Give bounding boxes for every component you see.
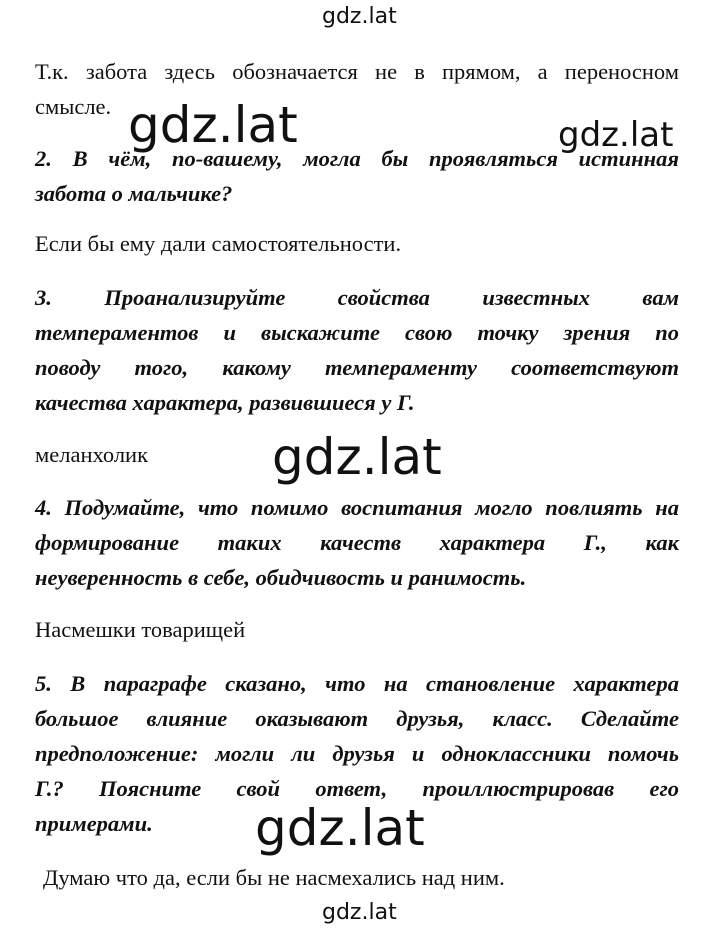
answer-1-line-1: Т.к. забота здесь обозначается не в прямом, а переносном: [35, 59, 679, 84]
question-3-line-3: поводу того, какому темпераменту соответствуют: [35, 355, 679, 380]
answer-4: Насмешки товарищей: [35, 617, 246, 642]
question-2: [35, 141, 679, 211]
watermark-bottom: gdz.lat: [322, 900, 397, 925]
watermark-large-2: gdz.lat: [272, 428, 442, 486]
question-4: [35, 490, 679, 595]
question-3: [35, 280, 679, 420]
watermark-large-3: gdz.lat: [255, 799, 425, 857]
question-4-line-2: формирование таких качеств характера Г., как: [35, 530, 679, 555]
question-5-line-4: Г.? Поясните свой ответ, проиллюстрировав его: [35, 776, 679, 801]
watermark-right: gdz.lat: [558, 115, 674, 155]
answer-3: меланхолик: [35, 442, 149, 467]
watermark-top: gdz.lat: [322, 4, 397, 29]
question-2-line-1: 2. В чём, по-вашему, могла бы проявляться истинная: [35, 146, 679, 171]
answer-2: Если бы ему дали самостоятельности.: [35, 231, 402, 256]
question-4-line-3: неуверенность в себе, обидчивость и ранимость.: [35, 565, 527, 590]
question-5-line-2: большое влияние оказывают друзья, класс. Сделайте: [35, 706, 679, 731]
answer-1-line-2: смысле.: [35, 94, 112, 119]
question-3-line-4: качества характера, развившиеся у Г.: [35, 390, 415, 415]
watermark-large-1: gdz.lat: [128, 96, 298, 154]
question-5-line-5: примерами.: [35, 811, 153, 836]
answer-5: Думаю что да, если бы не насмехались над ним.: [43, 865, 505, 890]
question-3-line-1: 3. Проанализируйте свойства известных вам: [35, 285, 679, 310]
question-5-line-1: 5. В параграфе сказано, что на становление характера: [35, 671, 679, 696]
question-5-line-3: предположение: могли ли друзья и одноклассники помочь: [35, 741, 679, 766]
question-4-line-1: 4. Подумайте, что помимо воспитания могло повлиять на: [35, 495, 679, 520]
question-2-line-2: забота о мальчике?: [35, 181, 233, 206]
question-3-line-2: темпераментов и выскажите свою точку зрения по: [35, 320, 679, 345]
